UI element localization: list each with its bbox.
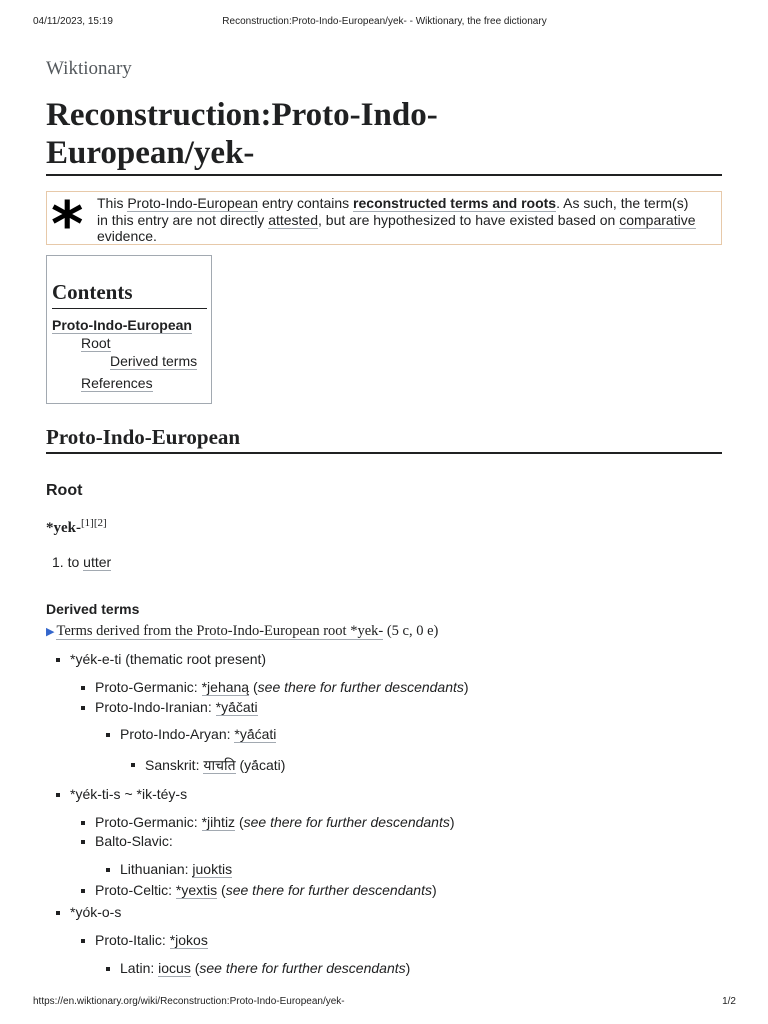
- page-title: [46, 96, 722, 176]
- notice-text: [97, 195, 703, 245]
- list-item: [95, 679, 469, 695]
- list-item: [95, 699, 258, 715]
- notice-text-part: . As such, the term(s) in this entry are not directly: [97, 195, 689, 228]
- list-item-note: see there for further descendants: [225, 882, 432, 898]
- list-item: [95, 932, 208, 948]
- list-item-text: ): [405, 960, 411, 976]
- sense-text: to: [67, 554, 84, 570]
- sense-1: [52, 554, 111, 570]
- list-item-note: see there for further descendants: [199, 960, 406, 976]
- reconstruction-notice: [46, 188, 722, 261]
- list-item-text: (: [235, 814, 244, 830]
- list-item: [120, 960, 410, 976]
- list-item: [70, 651, 266, 667]
- list-item-note: see there for further descendants: [257, 679, 464, 695]
- print-page-number: 1/2: [722, 996, 736, 1007]
- link-jokos[interactable]: *jokos: [169, 932, 208, 948]
- notice-link-comparative[interactable]: comparative: [619, 211, 696, 228]
- toc-title: Contents: [52, 280, 133, 304]
- list-item-text: ): [463, 679, 469, 695]
- toc-item-references[interactable]: References: [81, 375, 153, 391]
- list-item: [95, 882, 437, 898]
- link-yextis[interactable]: *yextis: [175, 882, 218, 898]
- derived-terms-toggle[interactable]: [46, 623, 438, 640]
- list-item-text: (: [249, 679, 258, 695]
- notice-text-part: entry contains: [258, 195, 354, 211]
- section-heading-root: Root: [46, 482, 83, 499]
- list-item: [145, 756, 285, 775]
- list-item-text: (yā́cati): [235, 757, 286, 773]
- print-url: https://en.wiktionary.org/wiki/Reconstruction:Proto-Indo-European/yek-: [33, 996, 345, 1007]
- link-iocus[interactable]: iocus: [158, 960, 191, 976]
- derived-terms-category-link[interactable]: Terms derived from the Proto-Indo-European root *yek-: [56, 623, 384, 639]
- list-item-text: ): [431, 882, 437, 898]
- list-item-text: Proto-Celtic:: [95, 882, 176, 898]
- list-item-text: ): [449, 814, 455, 830]
- expand-triangle-icon[interactable]: ▶: [46, 625, 55, 638]
- list-item: [120, 726, 276, 742]
- sense-number: 1.: [52, 554, 64, 570]
- notice-text-part: This: [97, 195, 128, 211]
- section-heading-proto-indo-european: Proto-Indo-European: [46, 424, 722, 454]
- toc-item-root[interactable]: Root: [81, 335, 111, 351]
- list-item-text: Proto-Indo-Iranian:: [95, 699, 216, 715]
- print-datetime: 04/11/2023, 15:19: [33, 16, 113, 27]
- link-yacati-pii[interactable]: *yā́čati: [215, 699, 258, 715]
- list-item-text: *yók-o-s: [70, 904, 122, 920]
- list-item-text: (: [190, 960, 200, 976]
- reference-links[interactable]: [1][2]: [81, 517, 107, 529]
- table-of-contents: [46, 255, 212, 404]
- list-item-note: see there for further descendants: [243, 814, 450, 830]
- list-item-text: Lithuanian:: [120, 861, 193, 877]
- link-jehana[interactable]: *jehaną: [201, 679, 250, 695]
- list-item-text: *yék-e-ti (thematic root present): [70, 651, 267, 667]
- list-item: [120, 861, 232, 877]
- list-item-text: (: [217, 882, 226, 898]
- site-name[interactable]: Wiktionary: [46, 58, 132, 79]
- list-item-text: Proto-Indo-Aryan:: [120, 726, 235, 742]
- list-item-text: Latin:: [120, 960, 159, 976]
- list-item-text: Balto-Slavic:: [95, 833, 173, 849]
- notice-text-part: , but are hypothesized to have existed based on: [318, 211, 620, 228]
- notice-link-pie[interactable]: Proto-Indo-European: [127, 195, 259, 211]
- toc-divider: [52, 308, 207, 309]
- list-item: [95, 833, 173, 849]
- sense-link-utter[interactable]: utter: [83, 554, 112, 570]
- asterisk-icon: *: [51, 188, 84, 261]
- notice-text-part: evidence.: [97, 228, 157, 244]
- headword-text: *yek-: [46, 520, 81, 536]
- notice-link-attested[interactable]: attested: [268, 211, 319, 228]
- notice-link-reconstructed[interactable]: reconstructed terms and roots: [353, 195, 557, 211]
- list-item-text: Proto-Germanic:: [95, 814, 202, 830]
- derived-terms-count: (5 c, 0 e): [383, 623, 439, 639]
- list-item: [70, 786, 187, 802]
- list-item-text: *yék-ti-s ~ *ik-téy-s: [70, 786, 188, 802]
- toc-item-proto-indo-european[interactable]: Proto-Indo-European: [52, 317, 192, 333]
- link-sanskrit-yacati[interactable]: याचति: [203, 757, 236, 773]
- toc-item-derived-terms[interactable]: Derived terms: [110, 353, 198, 369]
- link-yacati-pia[interactable]: *yā́ćati: [234, 726, 277, 742]
- page-title-line-2: European/yek-: [46, 135, 255, 171]
- headword: [46, 517, 107, 537]
- print-page-title: Reconstruction:Proto-Indo-European/yek- - Wiktionary, the free dictionary: [222, 16, 547, 27]
- link-juoktis[interactable]: juoktis: [192, 861, 233, 877]
- page-title-line-1: Reconstruction:Proto-Indo-: [46, 97, 438, 133]
- list-item: [95, 814, 455, 830]
- list-item: [70, 904, 121, 920]
- link-jihtiz[interactable]: *jihtiz: [201, 814, 236, 830]
- list-item-text: Proto-Italic:: [95, 932, 170, 948]
- section-heading-derived-terms: Derived terms: [46, 601, 140, 617]
- list-item-text: Proto-Germanic:: [95, 679, 202, 695]
- list-item-text: Sanskrit:: [145, 757, 204, 773]
